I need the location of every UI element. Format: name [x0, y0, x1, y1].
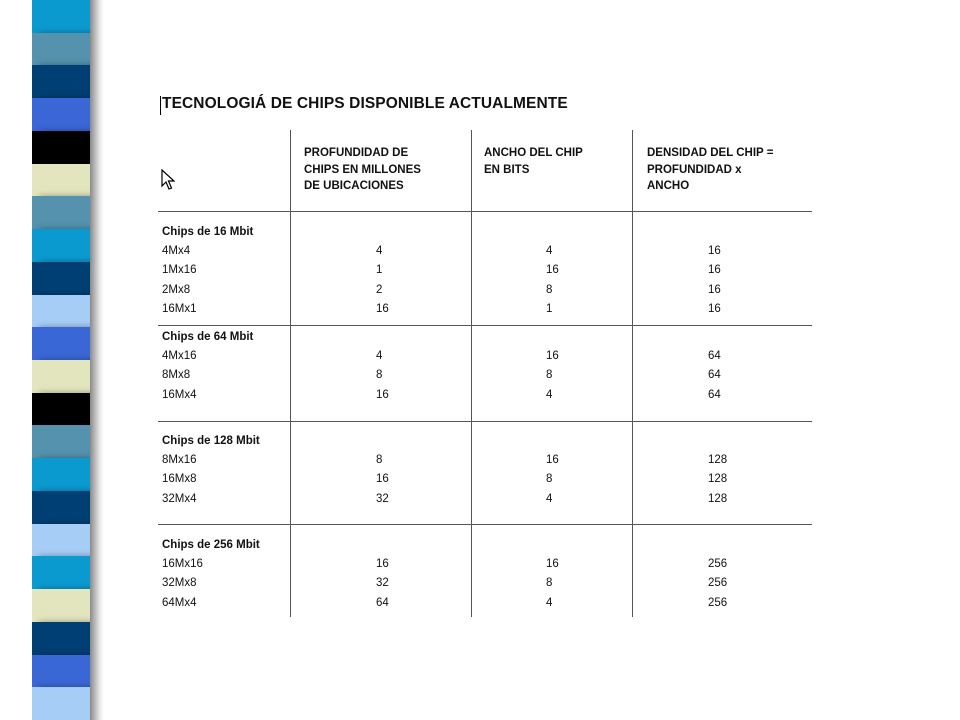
- stripe-segment: [32, 360, 90, 393]
- chip-config-cell: 8Mx8: [162, 369, 191, 382]
- density-cell: 256: [708, 577, 728, 590]
- stripe-segment: [32, 33, 90, 66]
- stripe-segment: [32, 164, 90, 197]
- depth-cell: 16: [376, 388, 389, 401]
- stripe-segment: [32, 622, 90, 655]
- chip-config-cell: 1Mx16: [162, 264, 197, 277]
- header-densidad: DENSIDAD DEL CHIP = PROFUNDIDAD x ANCHO: [647, 147, 774, 192]
- stripe-segment: [32, 687, 90, 720]
- depth-cell: 1: [376, 264, 383, 277]
- group-label: Chips de 16 Mbit: [162, 226, 254, 238]
- stripe-shadow: [90, 0, 104, 720]
- column-divider: [632, 130, 633, 617]
- width-cell: 4: [546, 388, 553, 401]
- width-cell: 4: [546, 245, 553, 258]
- depth-cell: 32: [376, 577, 389, 590]
- header-profundidad: PROFUNDIDAD DE CHIPS EN MILLONES DE UBICACIONES: [304, 147, 421, 192]
- stripe-segment: [32, 425, 90, 458]
- stripe-segment: [32, 589, 90, 622]
- depth-cell: 2: [376, 283, 383, 296]
- text-cursor: [160, 96, 161, 115]
- width-cell: 16: [546, 454, 559, 467]
- stripe-segment: [32, 0, 90, 33]
- width-cell: 8: [546, 473, 553, 486]
- width-cell: 8: [546, 577, 553, 590]
- depth-cell: 4: [376, 245, 383, 258]
- density-cell: 16: [708, 283, 721, 296]
- width-cell: 16: [546, 350, 559, 363]
- group-label: Chips de 128 Mbit: [162, 435, 260, 447]
- depth-cell: 32: [376, 492, 389, 505]
- depth-cell: 8: [376, 369, 383, 382]
- width-cell: 8: [546, 283, 553, 296]
- column-divider: [290, 130, 291, 617]
- chip-config-cell: 16Mx8: [162, 473, 197, 486]
- density-cell: 16: [708, 302, 721, 315]
- density-cell: 64: [708, 369, 721, 382]
- group-label: Chips de 256 Mbit: [162, 539, 260, 551]
- stripe-segment: [32, 196, 90, 229]
- density-cell: 256: [708, 596, 728, 609]
- stripe-segment: [32, 131, 90, 164]
- stripe-segment: [32, 491, 90, 524]
- density-cell: 16: [708, 264, 721, 277]
- density-cell: 64: [708, 388, 721, 401]
- chip-config-cell: 16Mx16: [162, 558, 203, 571]
- depth-cell: 8: [376, 454, 383, 467]
- chip-config-cell: 4Mx16: [162, 350, 197, 363]
- stripe-segment: [32, 65, 90, 98]
- density-cell: 128: [708, 473, 728, 486]
- width-cell: 16: [546, 558, 559, 571]
- row-divider: [158, 211, 812, 212]
- slide-title: TECNOLOGIÁ DE CHIPS DISPONIBLE ACTUALMENTE: [162, 95, 568, 112]
- stripe-segment: [32, 295, 90, 328]
- stripe-segment: [32, 98, 90, 131]
- width-cell: 16: [546, 264, 559, 277]
- header-ancho: ANCHO DEL CHIP EN BITS: [484, 147, 583, 176]
- column-divider: [471, 130, 472, 617]
- stripe-segment: [32, 229, 90, 262]
- row-divider: [158, 524, 812, 525]
- row-divider: [158, 325, 812, 326]
- density-cell: 16: [708, 245, 721, 258]
- depth-cell: 16: [376, 302, 389, 315]
- chip-config-cell: 4Mx4: [162, 245, 191, 258]
- density-cell: 64: [708, 350, 721, 363]
- width-cell: 8: [546, 369, 553, 382]
- chip-config-cell: 16Mx4: [162, 388, 197, 401]
- width-cell: 4: [546, 492, 553, 505]
- row-divider: [158, 421, 812, 422]
- chip-config-cell: 32Mx4: [162, 492, 197, 505]
- depth-cell: 16: [376, 558, 389, 571]
- depth-cell: 4: [376, 350, 383, 363]
- width-cell: 1: [546, 302, 553, 315]
- chip-config-cell: 16Mx1: [162, 302, 197, 315]
- depth-cell: 16: [376, 473, 389, 486]
- depth-cell: 64: [376, 596, 389, 609]
- stripe-segment: [32, 262, 90, 295]
- group-label: Chips de 64 Mbit: [162, 331, 254, 343]
- stripe-segment: [32, 524, 90, 557]
- stripe-segment: [32, 458, 90, 491]
- chip-config-cell: 8Mx16: [162, 454, 197, 467]
- chip-config-cell: 64Mx4: [162, 596, 197, 609]
- density-cell: 256: [708, 558, 728, 571]
- chip-config-cell: 2Mx8: [162, 283, 191, 296]
- stripe-segment: [32, 556, 90, 589]
- width-cell: 4: [546, 596, 553, 609]
- stripe-segment: [32, 655, 90, 688]
- stripe-segment: [32, 393, 90, 426]
- density-cell: 128: [708, 492, 728, 505]
- mouse-pointer-icon: [161, 169, 175, 191]
- density-cell: 128: [708, 454, 728, 467]
- stripe-segment: [32, 327, 90, 360]
- chip-config-cell: 32Mx8: [162, 577, 197, 590]
